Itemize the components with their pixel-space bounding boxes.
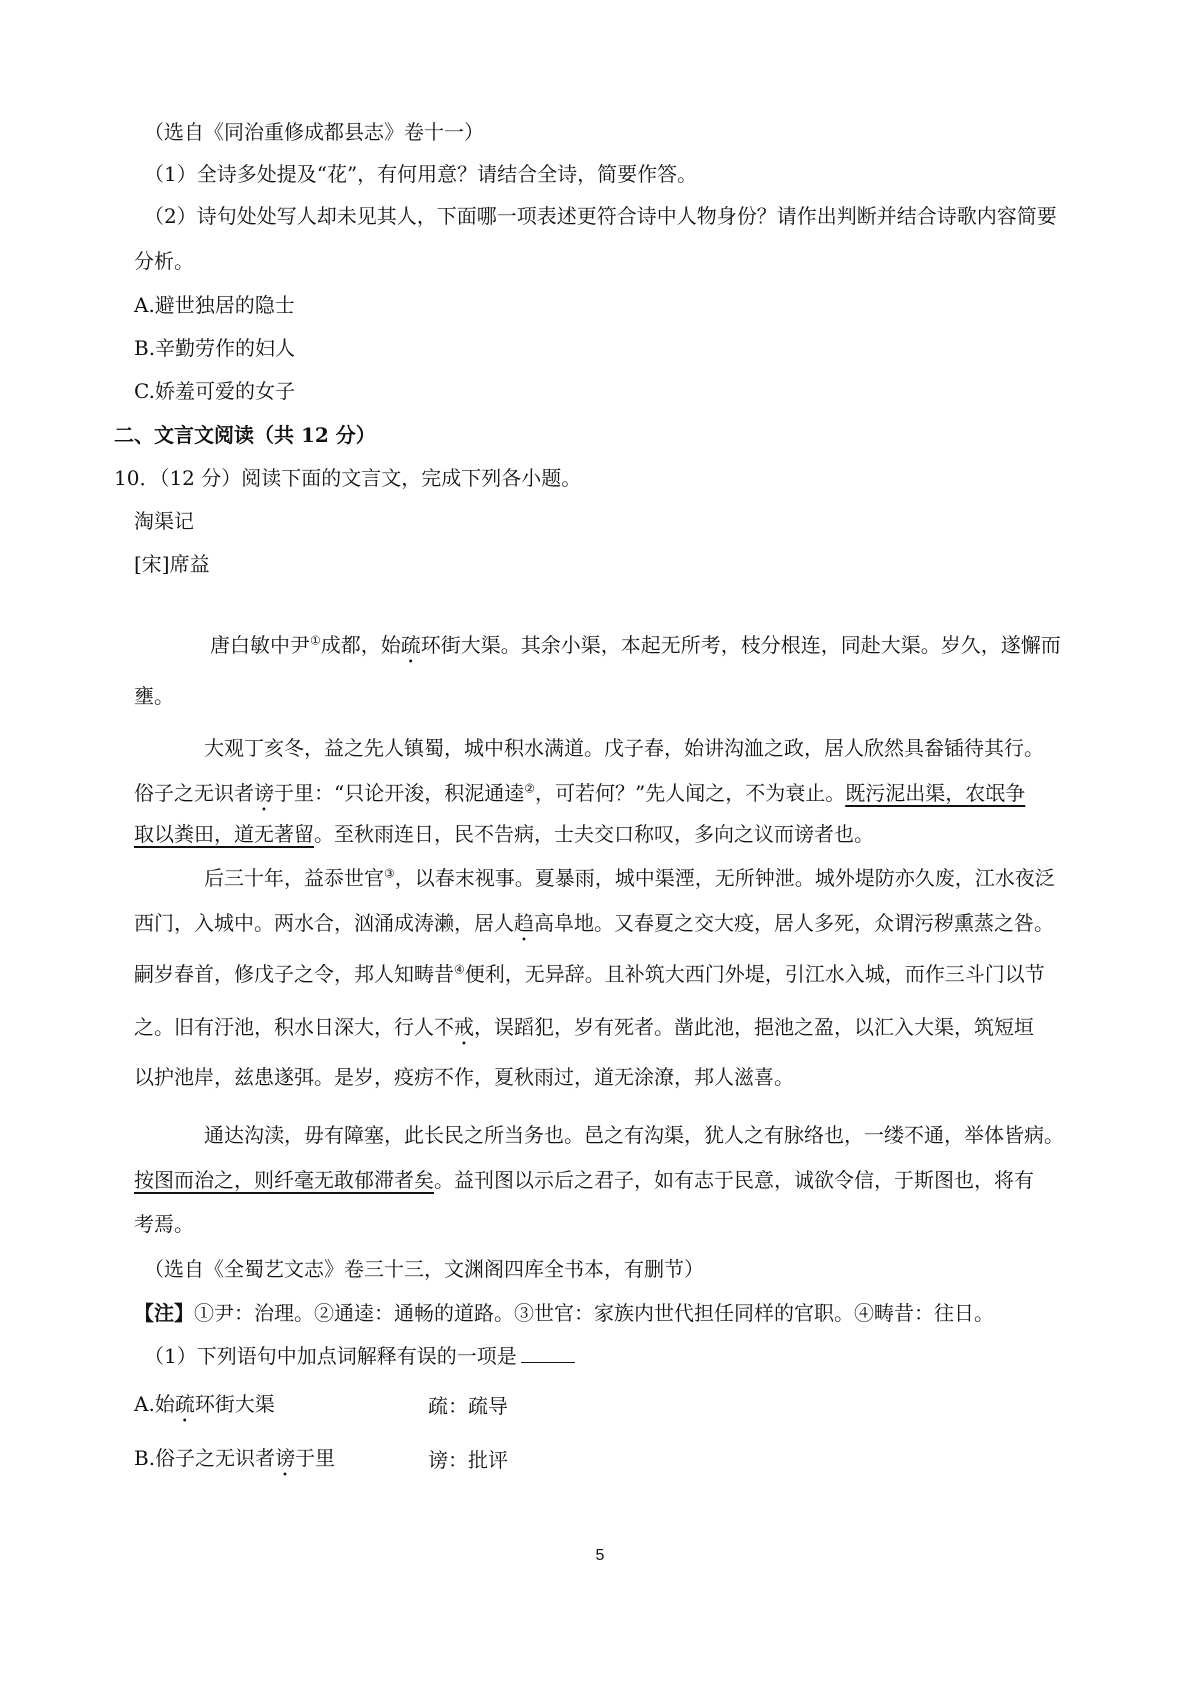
sub-option-a-gloss: 疏：疏导 <box>428 1394 508 1418</box>
p3-line-5: 以护池岸，兹患遂弭。是岁，疫疠不作，夏秋雨过，道无涂潦，邦人滋喜。 <box>134 1065 794 1089</box>
question-1: （1）全诗多处提及“花”，有何用意？请结合全诗，简要作答。 <box>144 162 698 186</box>
underlined-sentence: 按图而治之，则纤毫无敢郁滞者矣 <box>134 1168 434 1192</box>
dotted-word: 疏 <box>400 633 421 657</box>
sub-option-b: B.俗子之无识者谤于里 <box>134 1446 336 1470</box>
question-2-line-1: （2）诗句处处写人却未见其人，下面哪一项表述更符合诗中人物身份？请作出判断并结合诗歌内容简要 <box>144 204 1057 228</box>
question-2-line-2: 分析。 <box>134 249 194 273</box>
section-heading: 二、文言文阅读（共 12 分） <box>114 423 376 447</box>
question-10: 10．（12 分）阅读下面的文言文，完成下列各小题。 <box>114 466 582 490</box>
passage-title: 淘渠记 <box>134 509 194 533</box>
page-number: 5 <box>595 1547 605 1564</box>
option-c: C.娇羞可爱的女子 <box>134 379 295 403</box>
underlined-sentence: 既污泥出渠，农氓争 <box>845 781 1026 805</box>
sub-option-b-gloss: 谤：批评 <box>428 1448 508 1472</box>
poem-source: （选自《同治重修成都县志》卷十一） <box>144 120 484 144</box>
footnote-marker: ① <box>310 633 321 648</box>
p4-line-1: 通达沟渎，毋有障塞，此长民之所当务也。邑之有沟渠，犹人之有脉络也，一缕不通，举体皆病。 <box>204 1123 1064 1147</box>
underlined-sentence: 取以粪田，道无著留 <box>134 822 314 846</box>
p2-line-3: 取以粪田，道无著留。至秋雨连日，民不告病，士夫交口称叹，多向之议而谤者也。 <box>134 822 874 846</box>
passage-source: （选自《全蜀艺文志》卷三十三，文渊阁四库全书本，有删节） <box>144 1257 704 1281</box>
dotted-word: 疏 <box>174 1392 195 1416</box>
answer-blank[interactable] <box>521 1346 575 1363</box>
footnote-marker: ③ <box>384 866 395 881</box>
p2-line-1: 大观丁亥冬，益之先人镇蜀，城中积水满道。戊子春，始讲沟洫之政，居人欣然具畚锸待其行。 <box>204 736 1044 760</box>
p3-line-2: 西门，入城中。两水合，汹涌成涛濑，居人趋高阜地。又春夏之交大疫，居人多死，众谓污秽熏蒸之咎。 <box>134 911 1054 935</box>
p4-line-2: 按图而治之，则纤毫无敢郁滞者矣。益刊图以示后之君子，如有志于民意，诚欲令信，于斯图也，将有 <box>134 1168 1034 1192</box>
p2-line-2: 俗子之无识者谤于里：“只论开浚，积泥通逵②，可若何？”先人闻之，不为衰止。既污泥出渠，农氓争 <box>134 781 1026 805</box>
dotted-word: 谤 <box>275 1446 296 1470</box>
dotted-word: 趋 <box>514 911 534 935</box>
sub-question-1: （1）下列语句中加点词解释有误的一项是 <box>144 1346 575 1366</box>
option-a: A.避世独居的隐士 <box>134 293 295 317</box>
sub-option-a: A.始疏环街大渠 <box>134 1392 275 1416</box>
p3-line-4: 之。旧有汙池，积水日深大，行人不戒，误蹈犯，岁有死者。凿此池，挹池之盈，以汇入大渠，筑短垣 <box>134 1015 1034 1039</box>
p1-line-1: 唐白敏中尹①成都，始疏环街大渠。其余小渠，本起无所考，枝分根连，同赴大渠。岁久，遂懈而 <box>210 633 1061 657</box>
dotted-word: 谤 <box>254 781 274 805</box>
passage-author: [宋]席益 <box>134 552 210 576</box>
footnote-marker: ④ <box>454 962 465 977</box>
p3-line-1: 后三十年，益忝世官③，以春末视事。夏暴雨，城中渠湮，无所钟泄。城外堤防亦久废，江水夜泛 <box>204 866 1055 890</box>
p1-line-2: 壅。 <box>134 684 174 708</box>
p3-line-3: 嗣岁春首，修戊子之令，邦人知畴昔④便利，无异辞。且补筑大西门外堤，引江水入城，而作三斗门以节 <box>134 962 1045 986</box>
footnote: 【注】①尹：治理。②通逵：通畅的道路。③世官：家族内世代担任同样的官职。④畴昔：往日。 <box>134 1301 994 1325</box>
p4-line-3: 考焉。 <box>134 1212 194 1236</box>
dotted-word: 戒 <box>454 1015 474 1039</box>
option-b: B.辛勤劳作的妇人 <box>134 336 296 360</box>
footnote-marker: ② <box>524 781 535 796</box>
